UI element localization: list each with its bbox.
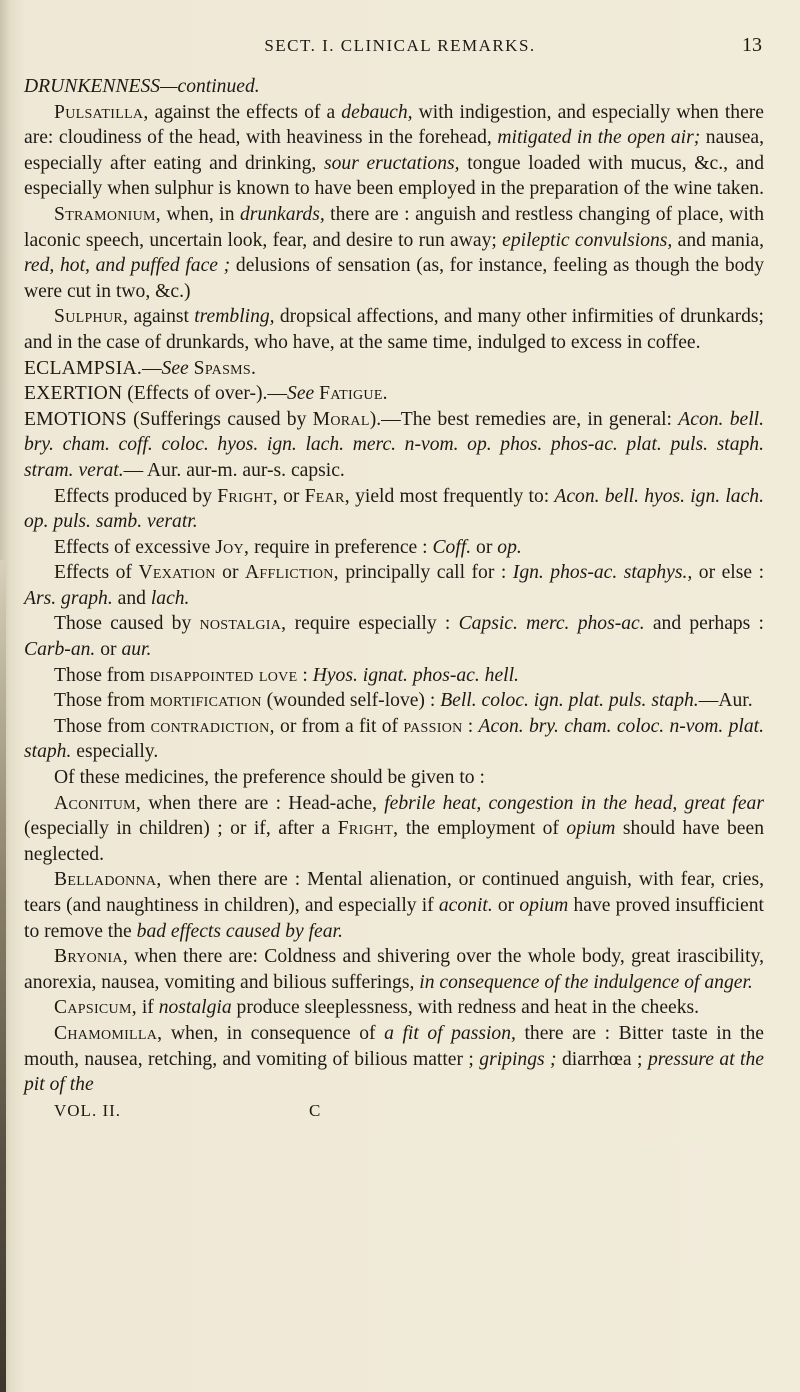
entry-eclampsia: ECLAMPSIA.—See Spasms.	[24, 357, 257, 379]
remedy-name: Pulsatilla,	[54, 101, 149, 123]
remedy-list: Acon. bell. hyos. ign. lach. op. puls. samb. veratr.	[24, 485, 764, 533]
remedy-name: Aconitum,	[54, 792, 142, 814]
continued-heading	[24, 74, 764, 100]
entry-mortification: Those from mortification (wounded self-love) : Bell. coloc. ign. plat. puls. staph.—Aur.	[54, 690, 753, 712]
cross-reference: Fatigue.	[319, 383, 388, 405]
remedy-list: Acon. bry. cham. coloc. n-vom. plat. staph.	[24, 715, 764, 763]
entry-emotions: EMOTIONS (Sufferings caused by Moral).—The best remedies are, in general: Acon. bell. bry. cham. coff. coloc. hyos. ign. lach. merc. n-vom. op. phos. phos-ac. plat. puls. staph. stram. verat.— Aur. aur-m. aur-s. capsic.	[24, 408, 764, 481]
entry-contradiction: Those from contradiction, or from a fit of passion : Acon. bry. cham. coloc. n-vom. plat. staph. especially.	[24, 715, 764, 763]
entry-bryonia: Bryonia, when there are: Coldness and shivering over the whole body, great irascibility, anorexia, nausea, vomiting and bilious sufferings, in consequence of the indulgence of anger.	[24, 946, 764, 993]
remedy-list: Hyos. ignat. phos-ac. hell.	[312, 664, 519, 686]
remedy-name: Stramonium,	[54, 203, 161, 225]
headword: EXERTION	[24, 383, 123, 405]
continued-suffix: —continued.	[160, 76, 260, 97]
binding-edge	[0, 560, 6, 1392]
remedy-list: Acon. bell. bry. cham. coff. coloc. hyos. ign. lach. merc. n-vom. op. phos. phos-ac. plat. puls. staph. stram. verat.	[24, 408, 764, 481]
entry-chamomilla: Chamomilla, when, in consequence of a fit of passion, there are : Bitter taste in the mouth, nausea, retching, and vomiting of bilious matter ; gripings ; diarrhœa ; pressure at the pit of the	[24, 1022, 764, 1096]
page-header	[0, 36, 800, 62]
body-text	[24, 74, 764, 1123]
entry-disappointed-love: Those from disappointed love : Hyos. ignat. phos-ac. hell.	[54, 664, 519, 686]
section-title: DRUNKENNESS	[24, 76, 161, 97]
entry-joy: Effects of excessive Joy, require in preference : Coff. or op.	[54, 536, 522, 558]
running-head: SECT. I. CLINICAL REMARKS.	[264, 36, 536, 55]
entry-vexation: Effects of Vexation or Affliction, principally call for : Ign. phos-ac. staphys., or else : Ars. graph. and lach.	[24, 562, 765, 609]
entry-capsicum: Capsicum, if nostalgia produce sleeplessness, with redness and heat in the cheeks.	[54, 997, 700, 1019]
page-number: 13	[742, 34, 762, 56]
volume-label: VOL. II.	[54, 1100, 122, 1120]
remedy-name: Capsicum,	[54, 997, 137, 1019]
signature-mark: C	[309, 1100, 322, 1120]
remedy-name: Sulphur,	[54, 306, 129, 328]
entry-sulphur: Sulphur, against trembling, dropsical affections, and many other infirmities of drunkards; and in the case of drunkards, who have, at the same time, indulged to excess in coffee.	[24, 306, 764, 353]
preference-line: Of these medicines, the preference should be given to :	[54, 767, 485, 789]
entry-exertion: EXERTION (Effects of over-).—See Fatigue.	[24, 383, 388, 405]
remedy-name: Bryonia,	[54, 946, 129, 968]
remedy-name: Chamomilla,	[54, 1022, 163, 1044]
page-footer	[24, 1098, 764, 1124]
entry-belladonna: Belladonna, when there are : Mental alienation, or continued anguish, with fear, cries, tears (and naughtiness in children), and especially if aconit. or opium have proved insufficient to remove the bad effects caused by fear.	[24, 869, 764, 942]
entry-nostalgia: Those caused by nostalgia, require especially : Capsic. merc. phos-ac. and perhaps : Carb-an. or aur.	[24, 613, 764, 661]
cross-reference: Spasms.	[193, 357, 257, 379]
entry-stramonium: Stramonium, when, in drunkards, there are : anguish and restless changing of place, with laconic speech, uncertain look, fear, and desire to run away; epileptic convulsions, and mania, red, hot, and puffed face ; delusions of sensation (as, for instance, feeling as though the body were cut in two, &c.)	[24, 203, 765, 302]
remedy-list: Bell. coloc. ign. plat. puls. staph.	[440, 690, 699, 712]
entry-fright: Effects produced by Fright, or Fear, yield most frequently to: Acon. bell. hyos. ign. lach. op. puls. samb. veratr.	[24, 485, 764, 533]
headword: EMOTIONS	[24, 408, 127, 430]
headword: ECLAMPSIA.	[24, 357, 142, 379]
entry-aconitum: Aconitum, when there are : Head-ache, febrile heat, congestion in the head, great fear (especially in children) ; or if, after a Fright, the employment of opium should have been neglected.	[24, 792, 764, 865]
remedy-name: Belladonna,	[54, 869, 162, 891]
entry-pulsatilla: Pulsatilla, against the effects of a debauch, with indigestion, and especially when there are: cloudiness of the head, with heaviness in the forehead, mitigated in the open air; nausea, especially after eating and drinking, sour eructations, tongue loaded with mucus, &c., and especially when sulphur is known to have been employed in the preparation of the wine taken.	[24, 101, 765, 200]
